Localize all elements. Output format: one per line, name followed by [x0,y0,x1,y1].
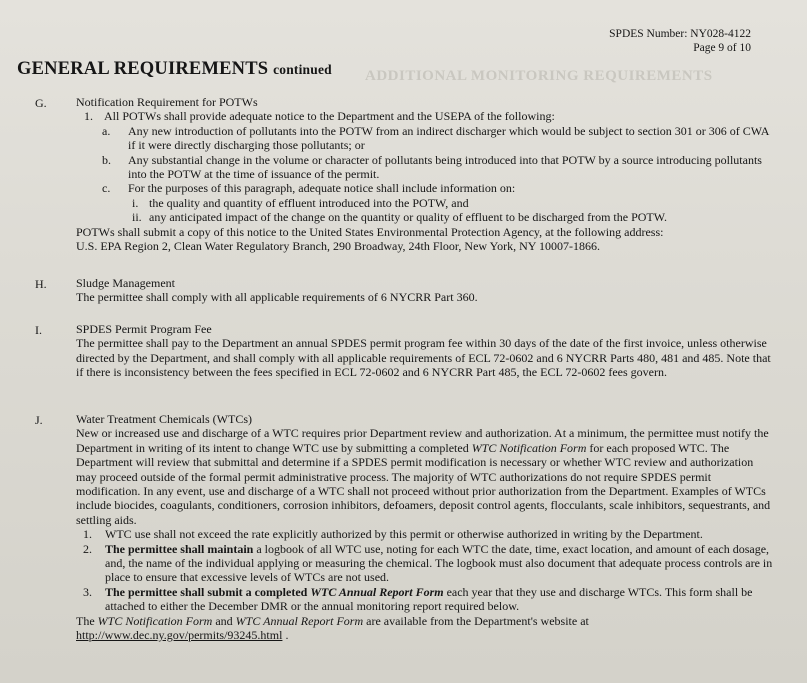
section-i-heading: SPDES Permit Program Fee [76,322,212,336]
item-text: All POTWs shall provide adequate notice to the Department and the USEPA of the following: [104,109,555,124]
closing-text: and [212,613,236,628]
paragraph-text: for each proposed WTC. The Department will review that submittal and determine if a SPDES permit modification is necessary or whether WTC review and authorization may proceed outside of the formal permit administrative process. The majority of WTC authorizations do not require SPDES permit modification. In any event, use and discharge of a WTC shall not proceed without prior authorization from the Department. Examples of WTCs include biocides, coagulants, conditioners, corrosion inhibitors, defoamers, deposit control agents, flocculants, scale inhibitors, sequestrants, and settling aids. [76,440,771,527]
title-suffix: continued [273,62,332,77]
item-label: i. [132,195,139,210]
section-i-text: The permittee shall pay to the Department an annual SPDES permit program fee within 30 days of the date of the first invoice, unless otherwise directed by the Department, and shall comply with all applicable requirements of ECL 72-0602 and 6 NYCRR Parts 480, 481 and 485. Note that if there is inconsistency between the fees specified in ECL 72-0602 and 6 NYCRR Part 485, the ECL 72-0602 fees govern. [76,336,771,380]
section-g-item-a [76,124,773,153]
item-text: For the purposes of this paragraph, adequate notice shall include information on: [128,181,516,196]
link-punctuation: . [282,628,289,643]
section-j-letter: J. [35,413,43,427]
section-g-item-c-i [76,196,773,210]
item-text: the quality and quantity of effluent introduced into the POTW, and [149,195,469,210]
section-j-item-3 [76,585,773,614]
section-i [76,322,773,380]
form-name: WTC Annual Report Form [310,584,444,599]
item-label: c. [102,181,111,196]
section-j-paragraph [76,426,773,527]
page-title [17,59,332,80]
spdes-number: SPDES Number: NY028-4122 [609,28,751,40]
form-name: WTC Notification Form [471,440,587,455]
bleed-through-text: ADDITIONAL MONITORING REQUIREMENTS [365,68,713,84]
item-bold-text: The permittee shall submit a completed [105,584,311,599]
closing-text: are available from the Department's website at [363,613,589,628]
section-g-heading: Notification Requirement for POTWs [76,95,258,109]
closing-text: The [76,613,98,628]
section-g [76,95,773,253]
section-g-letter: G. [35,96,47,110]
item-label: a. [102,123,111,138]
item-label: ii. [132,210,142,225]
section-h [76,276,773,305]
item-label: b. [102,152,111,167]
paragraph-text: New or increased use and discharge of a WTC requires prior Department review and authorization. At a minimum, the permittee must notify the Department in writing of its intent to change WTC use by submitting a completed [76,426,769,455]
item-text: WTC use shall not exceed the rate explicitly authorized by this permit or otherwise authorized in writing by the Department. [105,527,703,542]
section-h-letter: H. [35,277,47,291]
page-number: Page 9 of 10 [693,42,751,54]
section-g-item-1 [76,109,773,123]
section-h-text: The permittee shall comply with all applicable requirements of 6 NYCRR Part 360. [76,290,478,305]
section-j [76,412,773,643]
item-text: Any substantial change in the volume or character of pollutants being introduced into that POTW by a source introducing pollutants into the POTW at the time of issuance of the permit. [128,152,762,182]
form-name: WTC Notification Form [97,613,213,628]
item-number: 1. [83,527,92,542]
item-number: 1. [84,109,93,124]
item-text: any anticipated impact of the change on the quantity or quality of effluent to be discharged from the POTW. [149,210,667,225]
section-j-item-2 [76,542,773,585]
section-j-item-1 [76,527,773,541]
item-text: a logbook of all WTC use, noting for each WTC the date, time, exact location, and amount of each dosage, and, the name of the individual applying or measuring the chemical. The logbook must also document that adequate process controls are in place to ensure that excessive levels of WTCs are not used. [105,541,773,585]
section-j-closing [76,614,773,628]
page-header [609,27,751,55]
section-j-link-line [76,628,773,642]
section-g-item-c-ii [76,210,773,224]
title-main: GENERAL REQUIREMENTS [17,59,269,79]
section-g-item-b [76,153,773,182]
item-number: 2. [83,541,92,556]
section-g-footer-2: U.S. EPA Region 2, Clean Water Regulatory Branch, 290 Broadway, 24th Floor, New York, NY 10007-1866. [76,239,600,254]
section-g-footer-1: POTWs shall submit a copy of this notice to the United States Environmental Protection Agency, at the following address: [76,224,664,239]
section-g-item-c [76,181,773,195]
item-text: each year that they use and discharge WTCs. This form shall be attached to either the December DMR or the annual monitoring report required below. [105,584,753,614]
item-bold-text: The permittee shall maintain [105,541,254,556]
item-number: 3. [83,584,92,599]
form-name: WTC Annual Report Form [235,613,364,628]
dec-website-link[interactable]: http://www.dec.ny.gov/permits/93245.html [76,628,283,643]
section-i-letter: I. [35,323,42,337]
item-text: Any new introduction of pollutants into the POTW from an indirect discharger which would be subject to section 301 or 306 of CWA if it were directly discharging those pollutants; or [128,123,769,153]
section-h-heading: Sludge Management [76,276,175,290]
section-j-heading: Water Treatment Chemicals (WTCs) [76,412,252,426]
